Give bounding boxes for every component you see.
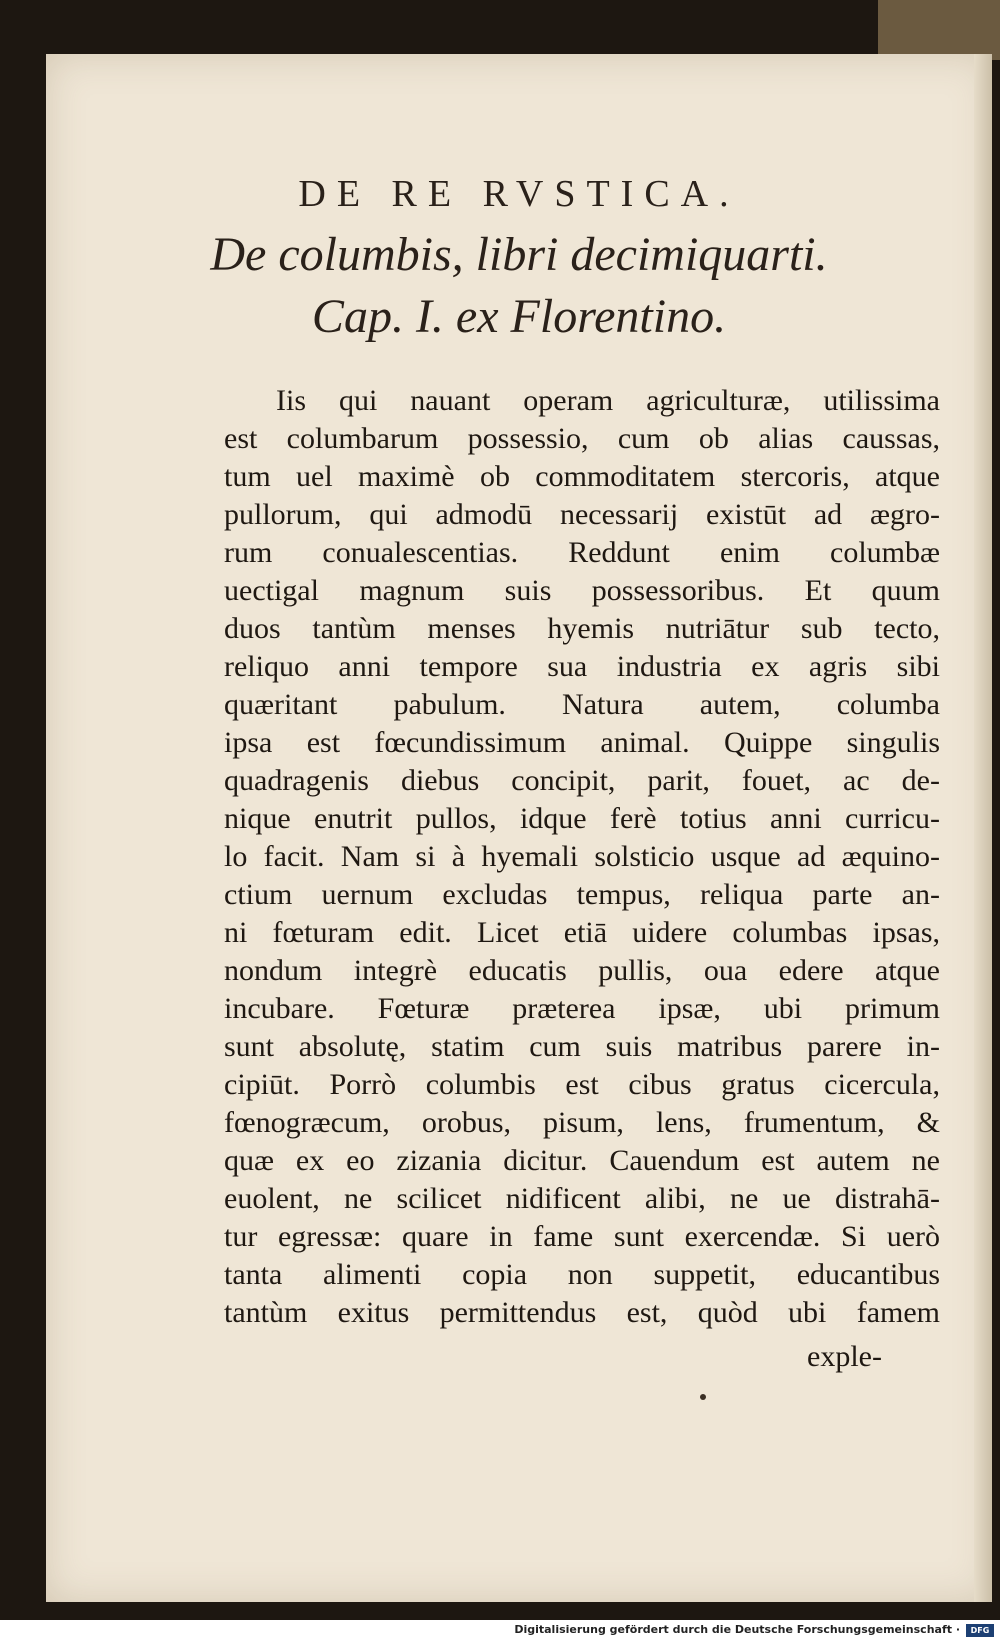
text-line: ni fœturam edit. Licet etiā uidere columbas ipsas,: [224, 916, 940, 949]
funding-credit: Digitalisierung gefördert durch die Deutsche Forschungsgemeinschaft ·: [514, 1623, 960, 1636]
text-line: ipsa est fœcundissimum animal. Quippe singulis: [224, 726, 940, 759]
text-line: lo facit. Nam si à hyemali solsticio usque ad æquino-: [224, 840, 940, 873]
text-line: pullorum, qui admodū necessarij existūt ad ægro-: [224, 498, 940, 531]
dfg-logo-icon[interactable]: DFG: [966, 1624, 994, 1637]
text-line: cipiūt. Porrò columbis est cibus gratus cicercula,: [224, 1068, 940, 1101]
chapter-title-line: De columbis, libri decimiquarti.: [210, 228, 828, 281]
text-line: sunt absolutę, statim cum suis matribus parere in-: [224, 1030, 940, 1063]
chapter-title-line: Cap. I. ex Florentino.: [311, 290, 727, 343]
text-line: quæ ex eo zizania dicitur. Cauendum est autem ne: [224, 1144, 940, 1177]
text-line: quæritant pabulum. Natura autem, columba: [224, 688, 940, 721]
text-line: tanta alimenti copia non suppetit, educantibus: [224, 1258, 940, 1291]
text-line: quadragenis diebus concipit, parit, fouet, ac de-: [224, 764, 940, 797]
binding-board: [878, 0, 1000, 60]
text-line: reliquo anni tempore sua industria ex agris sibi: [224, 650, 940, 683]
text-line: ctium uernum excludas tempus, reliqua parte an-: [224, 878, 940, 911]
footer-bar: [0, 1620, 1000, 1641]
text-line: tum uel maximè ob commoditatem stercoris, atque: [224, 460, 940, 493]
text-line: uectigal magnum suis possessoribus. Et quum: [224, 574, 940, 607]
body-text: [224, 382, 940, 1332]
text-line: incubare. Fœturæ præterea ipsæ, ubi primum: [224, 992, 940, 1025]
text-line: nondum integrè educatis pullis, oua edere atque: [224, 954, 940, 987]
chapter-title: [46, 224, 992, 348]
book-page: [46, 54, 992, 1602]
text-line: fœnogræcum, orobus, pisum, lens, frumentum, &: [224, 1106, 940, 1139]
text-line: tur egressæ: quare in fame sunt exercendæ. Si uerò: [224, 1220, 940, 1253]
running-head: DE RE RVSTICA.: [298, 173, 740, 215]
text-line: rum conualescentias. Reddunt enim columbæ: [224, 536, 940, 569]
catchword: exple-: [807, 1340, 882, 1373]
text-line: est columbarum possessio, cum ob alias caussas,: [224, 422, 940, 455]
text-line: euolent, ne scilicet nidificent alibi, ne ue distrahā-: [224, 1182, 940, 1215]
ink-speck: [700, 1394, 706, 1400]
text-line: nique enutrit pullos, idque ferè totius anni curricu-: [224, 802, 940, 835]
text-line: Iis qui nauant operam agriculturæ, utilissima: [276, 384, 940, 417]
text-line: tantùm exitus permittendus est, quòd ubi famem: [224, 1296, 940, 1329]
text-line: duos tantùm menses hyemis nutriātur sub tecto,: [224, 612, 940, 645]
